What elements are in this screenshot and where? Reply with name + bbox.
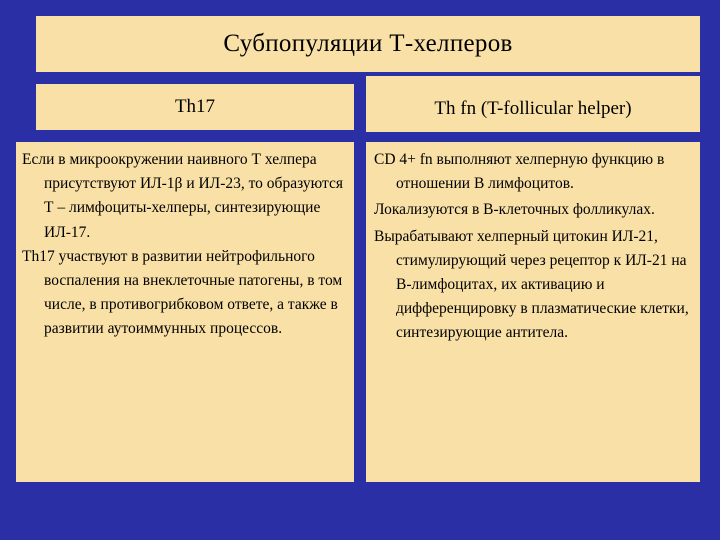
left-heading-panel [36, 84, 354, 130]
slide-title: Субпопуляции Т-хелперов [223, 30, 513, 57]
left-paragraph-1: Если в микроокружении наивного Т хелпера присутствуют ИЛ-1β и ИЛ-23, то образуются Т – лимфоциты-хелперы, синтезирующие ИЛ-17. [22, 151, 343, 241]
right-paragraph-3: Вырабатывают хелперный цитокин ИЛ-21, стимулирующий через рецептор к ИЛ-21 на В-лимфоцитах, их активацию и дифференцировку в плазматические клетки, синтезирующие антитела. [374, 227, 689, 342]
right-paragraph-1: CD 4+ fn выполняют хелперную функцию в отношении В лимфоцитов. [374, 151, 665, 193]
title-panel [36, 16, 700, 72]
left-paragraph-2: Th17 участвуют в развитии нейтрофильного воспаления на внеклеточные патогены, в том числе, в противогрибковом ответе, а также в развитии аутоиммунных процессов. [22, 247, 343, 338]
left-heading: Th17 [174, 96, 216, 117]
right-body-panel [366, 142, 700, 482]
right-paragraph-2: Локализуются в В-клеточных фолликулах. [374, 201, 655, 219]
right-heading-panel [366, 76, 700, 132]
right-heading: Th fn (T-follicular helper) [434, 98, 632, 119]
left-body-panel [16, 142, 354, 482]
